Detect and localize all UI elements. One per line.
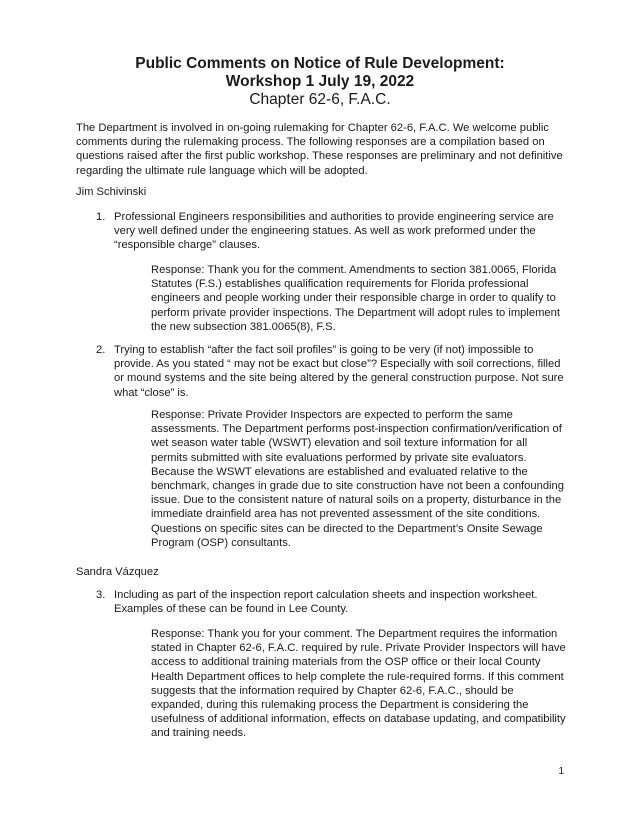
page-number: 1 [558,766,564,777]
comment-item [76,588,566,616]
comment-number: 1. [96,211,106,223]
response-text: Response: Thank you for the comment. Amendments to section 381.0065, Florida Statutes (F.S.) establishes qualification requirements for Florida professional engineers and people working under their responsible charge in order to qualify to perform private provider inspections. The Department will adopt rules to implement the new subsection 381.0065(8), F.S. [151,264,560,333]
comment-text: Trying to establish “after the fact soil profiles” is going to be very (if not) impossible to provide. As you stated “ may not be exact but close”? Especially with soil corrections, filled or mound systems and the site being altered by the general construction purpose. Not sure what “close” is. [114,344,564,399]
subtitle: Chapter 62-6, F.A.C. [249,91,391,108]
comment-text: Professional Engineers responsibilities and authorities to provide engineering service are very well defined under the engineering statues. As well as work preformed under the “responsible charge” clauses. [114,211,554,252]
commenter-name: Sandra Vázquez [76,566,159,578]
comment-number: 3. [96,589,106,601]
comment-item [76,343,566,400]
document-header [0,55,640,109]
intro-paragraph: The Department is involved in on-going rulemaking for Chapter 62-6, F.A.C. We welcome public comments during the rulemaking process. The following responses are a compilation based on questions raised after the first public workshop. These responses are preliminary and not definitive regarding the ultimate rule language which will be adopted. [76,122,563,177]
comment-text: Including as part of the inspection report calculation sheets and inspection worksheet. Examples of these can be found in Lee County. [114,589,538,616]
commenter-name: Jim Schivinski [76,186,147,198]
response-text: Response: Private Provider Inspectors are expected to perform the same assessments. The Department performs post-inspection confirmation/verification of wet season water table (WSWT) elevation and soil texture information for all permits submitted with site evaluations performed by private site evaluators. Because the WSWT elevations are established and evaluated relative to the benchmark, changes in grade due to site construction have not been a confounding issue. Due to the consistent nature of natural soils on a property, disturbance in the immediate drainfield area has not prevented assessment of the site conditions. Questions on specific sites can be directed to the Department’s Onsite Sewage Program (OSP) consultants. [151,409,564,549]
title-line-1: Public Comments on Notice of Rule Development: [135,55,505,72]
comment-number: 2. [96,344,106,356]
response-text: Response: Thank you for your comment. The Department requires the information stated in Chapter 62-6, F.A.C. required by rule. Private Provider Inspectors will have access to additional training materials from the OSP office or their local County Health Department offices to help complete the rule-required forms. If this comment suggests that the information required by Chapter 62-6, F.A.C., should be expanded, during this rulemaking process the Department is considering the usefulness of additional information, effects on database updating, and compatibility and training needs. [151,628,566,740]
title-line-2: Workshop 1 July 19, 2022 [225,73,415,90]
comment-item [76,210,566,253]
